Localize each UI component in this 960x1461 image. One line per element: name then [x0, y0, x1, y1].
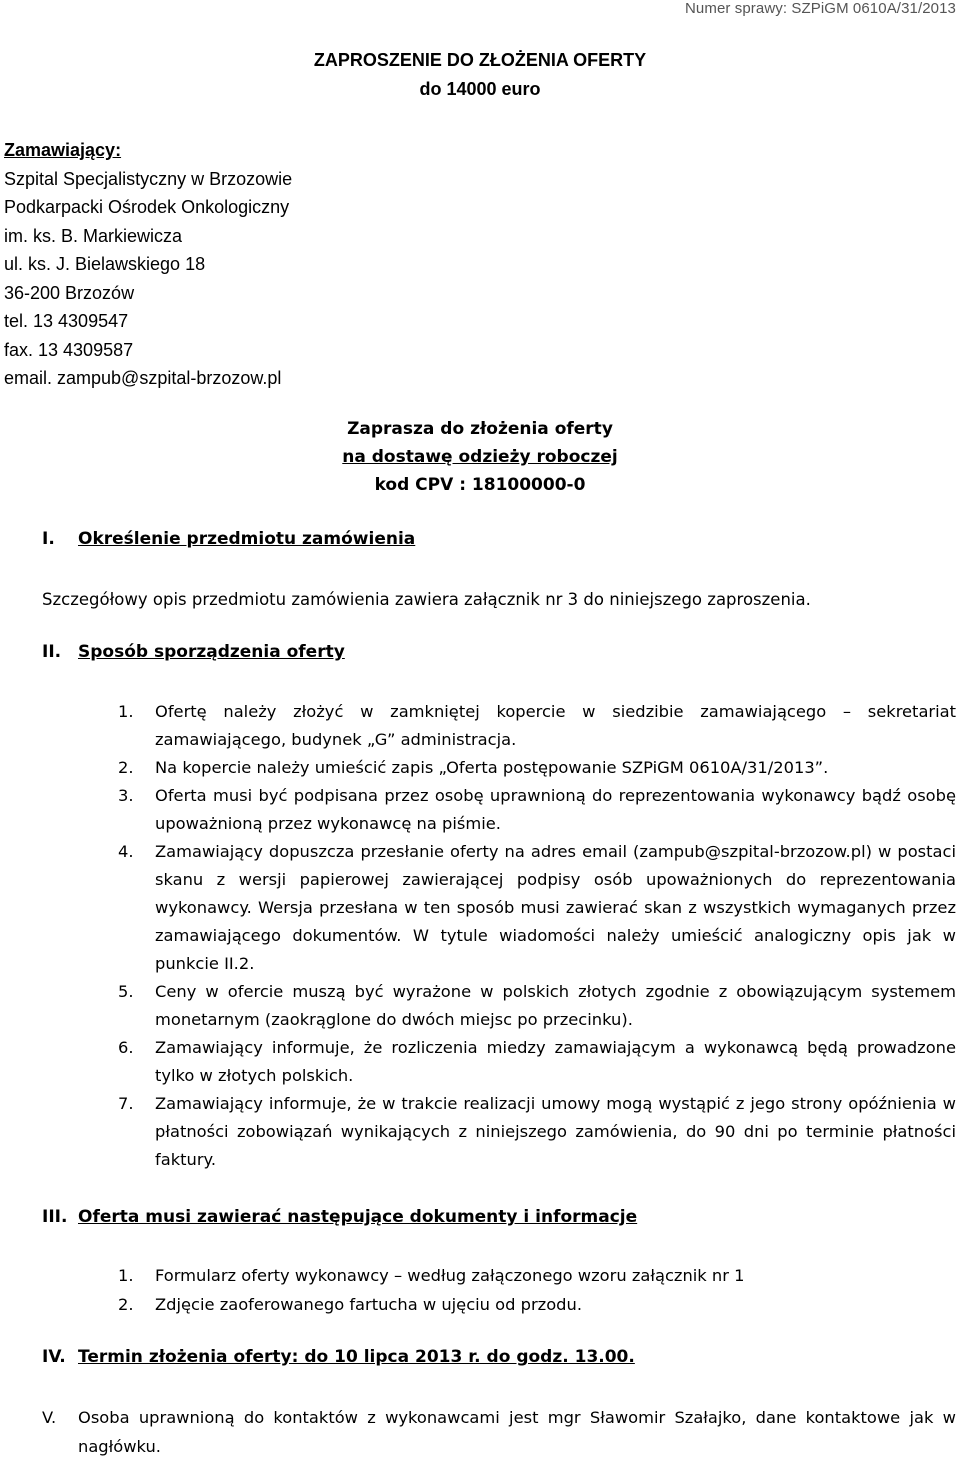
- section-5: [42, 1403, 956, 1461]
- section-1-heading: [42, 529, 415, 549]
- section-4-heading: [42, 1347, 635, 1367]
- section-number: III.: [42, 1207, 68, 1227]
- invitation-subject: na dostawę odzieży roboczej: [342, 447, 618, 467]
- document-subtitle: do 14000 euro: [419, 79, 541, 99]
- address-line: Podkarpacki Ośrodek Onkologiczny: [4, 197, 290, 217]
- address-line: 36-200 Brzozów: [4, 282, 135, 303]
- case-number: Numer sprawy: SZPiGM 0610A/31/2013: [684, 0, 956, 17]
- address-line: Szpital Specjalistyczny w Brzozowie: [4, 168, 293, 189]
- invitation-cpv-code: kod CPV : 18100000-0: [374, 475, 586, 495]
- section-number: I.: [42, 529, 55, 549]
- list-item: 2. Zdjęcie zaoferowanego fartucha w ujęciu od przodu.: [118, 1295, 583, 1314]
- section-2-heading: [42, 642, 345, 662]
- list-item: 3. Oferta musi być podpisana przez osobę uprawnioną do reprezentowania wykonawcy bądź osobę upoważnioną przez wykonawcę na piśmie.: [118, 786, 956, 833]
- phone-line: tel. 13 4309547: [4, 311, 129, 331]
- invitation-line: Zaprasza do złożenia oferty: [347, 419, 613, 439]
- contact-person-paragraph: [42, 1403, 956, 1461]
- invitation-block: [300, 415, 660, 499]
- address-line: im. ks. B. Markiewicza: [4, 225, 183, 246]
- section-title: Sposób sporządzenia oferty: [78, 642, 345, 662]
- section-title: Oferta musi zawierać następujące dokumenty i informacje: [78, 1207, 638, 1227]
- list-item: 5. Ceny w ofercie muszą być wyrażone w polskich złotych zgodnie z obowiązującym systemem monetarnym (zaokrąglone do dwóch miejsc po przecinku).: [118, 982, 956, 1029]
- list-item: 6. Zamawiający informuje, że rozliczenia miedzy zamawiającym a wykonawcą będą prowadzone tylko w złotych polskich.: [118, 1038, 956, 1085]
- section-3-heading: [42, 1207, 637, 1227]
- section-2-list: [118, 698, 956, 1174]
- list-item: 7. Zamawiający informuje, że w trakcie realizacji umowy mogą wystąpić z jego strony opóźnienia w płatności zobowiązań wynikających z niniejszego zamówienia, do 90 dni po terminie płatności faktury.: [118, 1094, 956, 1169]
- section-1-text: Szczegółowy opis przedmiotu zamówienia zawiera załącznik nr 3 do niniejszego zaproszenia.: [42, 590, 811, 609]
- list-item: 4. Zamawiający dopuszcza przesłanie oferty na adres email (zampub@szpital-brzozow.pl) w postaci skanu z wersji papierowej zawierającej podpisy osób upoważnionych do reprezentowania wykonawcy. Wersja przesłana w ten sposób musi zawierać skan z wszystkich wymaganych przez zamawiającego dokumentów. W tytule wiadomości należy umieścić analogiczny opis jak w punkcie II.2.: [118, 842, 956, 973]
- section-3-list: [118, 1261, 956, 1319]
- list-item: 1. Ofertę należy złożyć w zamkniętej kopercie w siedzibie zamawiającego – sekretariat zamawiającego, budynek „G” administracja.: [118, 702, 956, 749]
- list-item: 2. Na kopercie należy umieścić zapis „Oferta postępowanie SZPiGM 0610A/31/2013”.: [118, 758, 829, 777]
- email-line[interactable]: email. zampub@szpital-brzozow.pl: [4, 368, 282, 388]
- list-item: 1. Formularz oferty wykonawcy – według załączonego wzoru załącznik nr 1: [118, 1266, 745, 1285]
- document-title: ZAPROSZENIE DO ZŁOŻENIA OFERTY: [313, 50, 647, 70]
- offer-deadline: Termin złożenia oferty: do 10 lipca 2013 r. do godz. 13.00.: [78, 1347, 635, 1367]
- contracting-party-heading: Zamawiający:: [4, 140, 122, 160]
- address-line: ul. ks. J. Bielawskiego 18: [4, 254, 206, 274]
- contact-person-text: Osoba uprawnioną do kontaktów z wykonawcami jest mgr Sławomir Szałajko, dane kontaktowe jak w nagłówku.: [78, 1408, 956, 1456]
- section-number: IV.: [42, 1347, 66, 1367]
- section-title: Określenie przedmiotu zamówienia: [78, 529, 416, 549]
- section-number: II.: [42, 642, 62, 662]
- contracting-party-block: [4, 136, 292, 393]
- fax-line: fax. 13 4309587: [4, 339, 134, 360]
- section-number: V.: [42, 1408, 57, 1427]
